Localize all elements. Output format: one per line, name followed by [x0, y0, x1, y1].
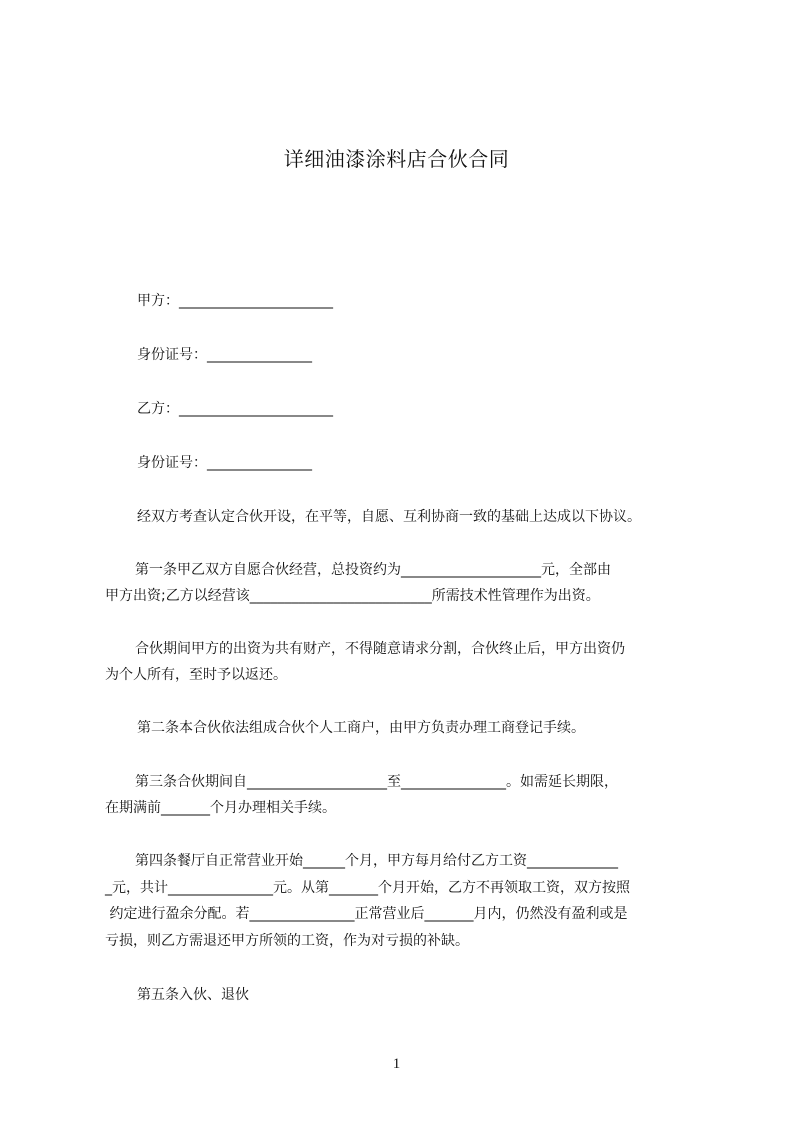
article-3-line-1: 第三条合伙期间自____________________至_______________。如需延长期限，	[121, 774, 618, 790]
article-3-line-2: 在期满前_______个月办理相关手续。	[105, 800, 336, 816]
party-a-line: 甲方：______________________	[137, 293, 333, 309]
article-5-heading: 第五条入伙、退伙	[137, 987, 249, 1003]
article-4-line-2: _元，共计_______________元。从第_______个月开始，乙方不再领取工资，双方按照	[105, 880, 630, 896]
article-4-line-1: 第四条餐厅自正常营业开始______个月，甲方每月给付乙方工资_____________	[121, 853, 618, 869]
page-number: 1	[392, 1056, 401, 1072]
party-b-line: 乙方：______________________	[137, 401, 333, 417]
party-b-id-line: 身份证号：_______________	[137, 455, 312, 471]
article-4-line-4: 亏损，则乙方需退还甲方所领的工资，作为对亏损的补缺。	[105, 933, 469, 949]
article-2-line: 第二条本合伙依法组成合伙个人工商户，由甲方负责办理工商登记手续。	[137, 720, 585, 736]
capital-clause-line-1: 合伙期间甲方的出资为共有财产，不得随意请求分割，合伙终止后，甲方出资仍	[121, 641, 625, 657]
article-4-line-3: 约定进行盈余分配。若_______________正常营业后_______月内，仍然没有盈利或是	[105, 906, 628, 922]
capital-clause-line-2: 为个人所有，至时予以返还。	[105, 667, 287, 683]
document-title: 详细油漆涂料店合伙合同	[283, 147, 510, 171]
party-a-id-line: 身份证号：_______________	[137, 347, 312, 363]
article-1-line-1: 第一条甲乙双方自愿合伙经营，总投资约为____________________元，全部由	[121, 562, 611, 578]
article-1-line-2: 甲方出资;乙方以经营该__________________________所需技术性管理作为出资。	[105, 588, 600, 604]
intro-paragraph: 经双方考查认定合伙开设，在平等，自愿、互利协商一致的基础上达成以下协议。	[137, 509, 641, 525]
